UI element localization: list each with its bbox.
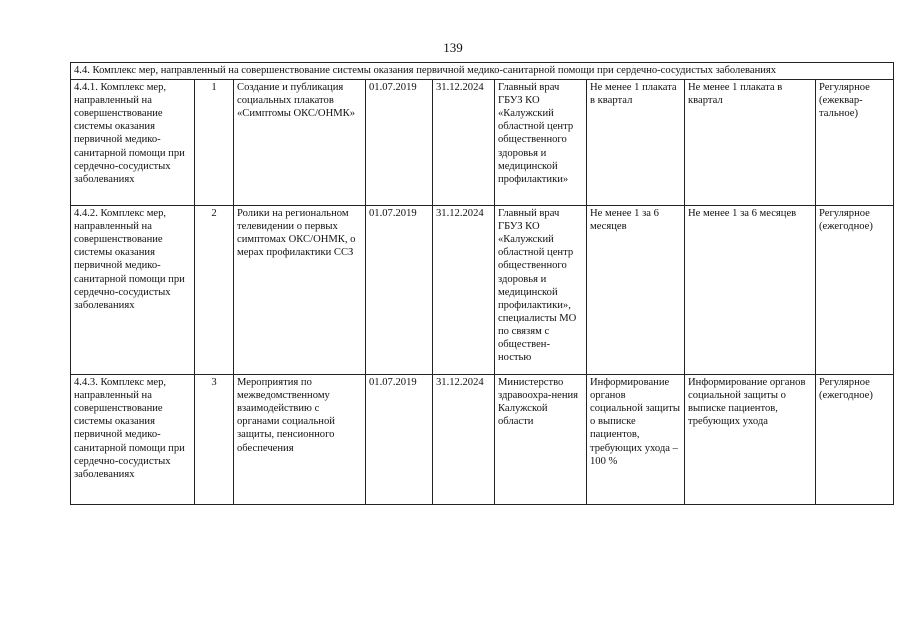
frequency-cell: Регулярное (ежеквар-тальное)	[816, 80, 894, 206]
table-row	[71, 375, 894, 505]
row-number-cell: 2	[195, 206, 234, 375]
measure-cell: 4.4.3. Комплекс мер, направленный на совершенствование системы оказания первичной медико-санитарной помощи при сердечно-сосудистых заболеваниях	[71, 375, 195, 505]
result-cell: Информирование органов социальной защиты о выписке пациентов, требующих ухода – 100 %	[587, 375, 685, 505]
responsible-cell: Главный врач ГБУЗ КО «Калужский областной центр общественного здоровья и медицинской профилактики»	[495, 80, 587, 206]
result-cell: Не менее 1 плаката в квартал	[587, 80, 685, 206]
activity-cell: Мероприятия по межведомственному взаимодействию с органами социальной защиты, пенсионного обеспечения	[234, 375, 366, 505]
end-date-cell: 31.12.2024	[433, 206, 495, 375]
section-title: 4.4. Комплекс мер, направленный на совершенствование системы оказания первичной медико-санитарной помощи при сердечно-сосудистых заболеваниях	[71, 63, 894, 80]
measure-cell: 4.4.2. Комплекс мер, направленный на совершенствование системы оказания первичной медико-санитарной помощи при сердечно-сосудистых заболеваниях	[71, 206, 195, 375]
end-date-cell: 31.12.2024	[433, 375, 495, 505]
activity-cell: Создание и публикация социальных плакатов «Симптомы ОКС/ОНМК»	[234, 80, 366, 206]
row-number-cell: 1	[195, 80, 234, 206]
activity-cell: Ролики на региональном телевидении о первых симптомах ОКС/ОНМК, о мерах профилактики ССЗ	[234, 206, 366, 375]
row-number-cell: 3	[195, 375, 234, 505]
table-row	[71, 206, 894, 375]
start-date-cell: 01.07.2019	[366, 80, 433, 206]
responsible-cell: Главный врач ГБУЗ КО «Калужский областной центр общественного здоровья и медицинской профилактики», специалисты МО по связям с обществен-ностью	[495, 206, 587, 375]
page-number: 139	[443, 40, 463, 55]
table-row	[71, 80, 894, 206]
responsible-cell: Министерство здравоохра-нения Калужской области	[495, 375, 587, 505]
result-cell: Не менее 1 за 6 месяцев	[587, 206, 685, 375]
start-date-cell: 01.07.2019	[366, 206, 433, 375]
section-header-row	[71, 63, 894, 80]
measures-table	[70, 62, 894, 505]
end-date-cell: 31.12.2024	[433, 80, 495, 206]
indicator-cell: Информирование органов социальной защиты о выписке пациентов, требующих ухода	[685, 375, 816, 505]
indicator-cell: Не менее 1 плаката в квартал	[685, 80, 816, 206]
frequency-cell: Регулярное (ежегодное)	[816, 206, 894, 375]
measure-cell: 4.4.1. Комплекс мер, направленный на совершенствование системы оказания первичной медико-санитарной помощи при сердечно-сосудистых заболеваниях	[71, 80, 195, 206]
start-date-cell: 01.07.2019	[366, 375, 433, 505]
frequency-cell: Регулярное (ежегодное)	[816, 375, 894, 505]
indicator-cell: Не менее 1 за 6 месяцев	[685, 206, 816, 375]
